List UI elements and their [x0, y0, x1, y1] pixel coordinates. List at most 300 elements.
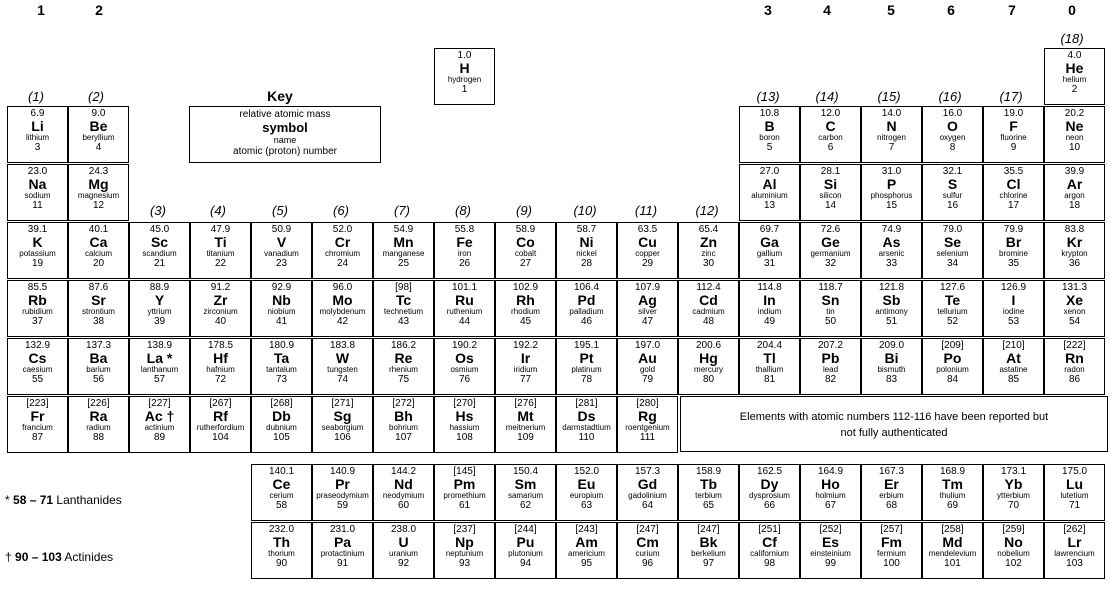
element-symbol: Np: [455, 534, 474, 550]
element-number: 56: [92, 374, 105, 385]
element-number: 106: [334, 432, 351, 443]
element-cell: [495, 464, 556, 521]
element-symbol: Na: [28, 176, 47, 192]
element-name: hydrogen: [447, 75, 482, 84]
element-symbol: Ca: [89, 234, 108, 250]
element-name: arsenic: [878, 249, 905, 258]
element-mass: 69.7: [759, 224, 780, 235]
element-cell: [68, 280, 129, 337]
element-number: 57: [153, 374, 166, 385]
element-cell: [495, 280, 556, 337]
element-mass: 47.9: [210, 224, 231, 235]
element-name: promethium: [443, 491, 486, 500]
element-name: americium: [568, 549, 605, 558]
element-number: 23: [275, 258, 288, 269]
element-mass: 131.3: [1061, 282, 1088, 293]
element-mass: 106.4: [573, 282, 600, 293]
element-mass: 58.9: [515, 224, 536, 235]
element-number: 88: [92, 432, 105, 443]
element-name: titanium: [206, 249, 235, 258]
element-mass: 180.9: [268, 340, 295, 351]
element-symbol: Hf: [213, 350, 228, 366]
element-cell: [251, 464, 312, 521]
element-symbol: Pr: [335, 476, 350, 492]
element-symbol: Be: [89, 118, 108, 134]
element-name: lawrencium: [1054, 549, 1095, 558]
element-symbol: Ag: [638, 292, 657, 308]
element-symbol: Sc: [150, 234, 169, 250]
element-symbol: Rh: [516, 292, 535, 308]
element-mass: [98]: [395, 282, 412, 293]
element-cell: [373, 522, 434, 579]
element-name: meitnerium: [505, 423, 546, 432]
element-symbol: Am: [575, 534, 598, 550]
element-name: technetium: [383, 307, 424, 316]
element-mass: 157.3: [634, 466, 661, 477]
element-symbol: Al: [762, 176, 777, 192]
element-cell: [434, 522, 495, 579]
element-cell: [800, 164, 861, 221]
element-mass: 14.0: [881, 108, 902, 119]
element-cell: [739, 164, 800, 221]
element-name: strontium: [82, 307, 115, 316]
element-number: 60: [397, 500, 410, 511]
element-number: 78: [580, 374, 593, 385]
element-cell: [739, 280, 800, 337]
element-mass: 54.9: [393, 224, 414, 235]
element-symbol: Sr: [91, 292, 106, 308]
element-name: neon: [1065, 133, 1084, 142]
element-mass: [209]: [941, 340, 964, 351]
element-mass: 132.9: [24, 340, 51, 351]
element-mass: 12.0: [820, 108, 841, 119]
element-cell: [68, 338, 129, 395]
element-symbol: Pb: [821, 350, 840, 366]
element-mass: 140.9: [329, 466, 356, 477]
iupac-group-label: (18): [1060, 31, 1084, 46]
element-mass: 162.5: [756, 466, 783, 477]
element-cell: [312, 338, 373, 395]
element-cell: [495, 222, 556, 279]
element-cell: [983, 164, 1044, 221]
element-cell: [129, 280, 190, 337]
element-cell: [617, 338, 678, 395]
element-number: 69: [946, 500, 959, 511]
element-symbol: Hs: [455, 408, 474, 424]
element-cell: [190, 222, 251, 279]
element-symbol: Md: [942, 534, 963, 550]
element-symbol: W: [335, 350, 350, 366]
element-number: 8: [949, 142, 956, 153]
iupac-group-label: (3): [150, 203, 166, 218]
element-number: 87: [31, 432, 44, 443]
element-mass: [145]: [453, 466, 476, 477]
element-cell: [922, 106, 983, 163]
element-number: 3: [34, 142, 41, 153]
element-number: 108: [456, 432, 473, 443]
key-title: Key: [267, 88, 293, 104]
element-number: 96: [641, 558, 654, 569]
element-mass: 1.0: [457, 50, 472, 61]
element-cell: [1044, 164, 1105, 221]
element-cell: [1044, 48, 1105, 105]
element-name: thallium: [755, 365, 784, 374]
element-cell: [861, 222, 922, 279]
element-number: 26: [458, 258, 471, 269]
iupac-group-label: (16): [938, 89, 962, 104]
element-mass: 63.5: [637, 224, 658, 235]
element-cell: [983, 338, 1044, 395]
element-number: 48: [702, 316, 715, 327]
element-cell: [861, 164, 922, 221]
element-mass: [272]: [392, 398, 415, 409]
element-number: 76: [458, 374, 471, 385]
legacy-group-label: 4: [823, 2, 831, 18]
element-cell: [556, 280, 617, 337]
element-mass: 144.2: [390, 466, 417, 477]
iupac-group-label: (2): [88, 89, 104, 104]
element-symbol: Sn: [821, 292, 840, 308]
element-name: francium: [22, 423, 53, 432]
element-symbol: Re: [394, 350, 413, 366]
element-symbol: La *: [146, 350, 173, 366]
element-mass: [252]: [819, 524, 842, 535]
key-box: [189, 106, 381, 163]
element-name: germanium: [810, 249, 851, 258]
element-name: magnesium: [77, 191, 120, 200]
element-symbol: F: [1009, 118, 1018, 134]
element-mass: 50.9: [271, 224, 292, 235]
element-symbol: Pd: [577, 292, 596, 308]
element-number: 30: [702, 258, 715, 269]
element-number: 37: [31, 316, 44, 327]
lanthanides-label: [5, 493, 122, 507]
element-symbol: Cu: [638, 234, 657, 250]
element-mass: 55.8: [454, 224, 475, 235]
note-text: Elements with atomic numbers 112-116 have been reported but not fully authenticated: [739, 411, 1049, 439]
element-cell: [617, 522, 678, 579]
element-cell: [1044, 338, 1105, 395]
element-cell: [800, 280, 861, 337]
element-number: 63: [580, 500, 593, 511]
element-symbol: Fe: [456, 234, 473, 250]
element-name: bismuth: [877, 365, 906, 374]
element-number: 107: [395, 432, 412, 443]
element-mass: 65.4: [698, 224, 719, 235]
element-cell: [129, 338, 190, 395]
element-cell: [68, 106, 129, 163]
element-symbol: H: [459, 60, 470, 76]
element-symbol: Ds: [577, 408, 596, 424]
element-name: cerium: [269, 491, 294, 500]
element-number: 75: [397, 374, 410, 385]
element-number: 15: [885, 200, 898, 211]
element-name: dysprosium: [749, 491, 790, 500]
element-mass: 101.1: [451, 282, 478, 293]
element-symbol: At: [1006, 350, 1021, 366]
element-mass: 167.3: [878, 466, 905, 477]
element-mass: [271]: [331, 398, 354, 409]
element-symbol: Au: [638, 350, 657, 366]
element-symbol: Ne: [1065, 118, 1084, 134]
element-name: gallium: [756, 249, 783, 258]
element-symbol: Bk: [699, 534, 718, 550]
actinides-label: [5, 550, 113, 564]
element-name: astatine: [999, 365, 1028, 374]
element-number: 92: [397, 558, 410, 569]
element-symbol: Ba: [89, 350, 108, 366]
element-mass: 27.0: [759, 166, 780, 177]
element-name: uranium: [389, 549, 418, 558]
element-number: 43: [397, 316, 410, 327]
element-number: 86: [1068, 374, 1081, 385]
element-symbol: P: [886, 176, 897, 192]
element-symbol: Ac †: [144, 408, 175, 424]
element-name: hassium: [449, 423, 480, 432]
unconfirmed-elements-note: [680, 396, 1108, 452]
element-mass: [267]: [209, 398, 232, 409]
element-cell: [1044, 522, 1105, 579]
element-mass: 138.9: [146, 340, 173, 351]
element-symbol: K: [32, 234, 43, 250]
element-name: lead: [822, 365, 839, 374]
element-number: 98: [763, 558, 776, 569]
element-name: chromium: [324, 249, 361, 258]
element-cell: [800, 464, 861, 521]
element-mass: [251]: [758, 524, 781, 535]
element-number: 61: [458, 500, 471, 511]
element-number: 85: [1007, 374, 1020, 385]
element-symbol: Dy: [760, 476, 779, 492]
element-number: 13: [763, 200, 776, 211]
element-name: nobelium: [997, 549, 1030, 558]
element-number: 62: [519, 500, 532, 511]
element-symbol: Os: [455, 350, 474, 366]
element-cell: [251, 280, 312, 337]
element-cell: [678, 280, 739, 337]
element-name: boron: [759, 133, 780, 142]
element-name: fluorine: [1000, 133, 1027, 142]
element-cell: [434, 48, 495, 105]
element-mass: 16.0: [942, 108, 963, 119]
element-name: phosphorus: [870, 191, 913, 200]
element-number: 54: [1068, 316, 1081, 327]
element-name: zinc: [701, 249, 716, 258]
element-symbol: Li: [31, 118, 44, 134]
element-cell: [678, 464, 739, 521]
element-cell: [68, 222, 129, 279]
element-mass: 152.0: [573, 466, 600, 477]
element-number: 83: [885, 374, 898, 385]
element-cell: [312, 222, 373, 279]
element-symbol: Mg: [88, 176, 109, 192]
element-name: thorium: [268, 549, 295, 558]
element-symbol: Es: [821, 534, 840, 550]
element-mass: [257]: [880, 524, 903, 535]
element-cell: [556, 396, 617, 453]
element-cell: [495, 522, 556, 579]
element-name: silver: [638, 307, 657, 316]
element-cell: [7, 338, 68, 395]
element-cell: [678, 222, 739, 279]
element-symbol: Rf: [213, 408, 228, 424]
element-name: rubidium: [22, 307, 53, 316]
element-number: 21: [153, 258, 166, 269]
element-number: 55: [31, 374, 44, 385]
element-number: 110: [578, 432, 595, 443]
element-symbol: Cf: [762, 534, 777, 550]
element-name: plutonium: [508, 549, 543, 558]
element-symbol: O: [947, 118, 958, 134]
element-cell: [678, 522, 739, 579]
element-cell: [556, 338, 617, 395]
iupac-group-label: (9): [516, 203, 532, 218]
element-name: terbium: [695, 491, 722, 500]
element-name: neodymium: [382, 491, 425, 500]
legacy-group-label: 0: [1068, 2, 1076, 18]
element-symbol: Pa: [333, 534, 352, 550]
element-mass: 186.2: [390, 340, 417, 351]
element-name: iron: [457, 249, 472, 258]
element-symbol: Zr: [213, 292, 228, 308]
element-symbol: N: [886, 118, 897, 134]
element-number: 79: [641, 374, 654, 385]
element-symbol: Sg: [333, 408, 352, 424]
element-mass: 126.9: [1000, 282, 1027, 293]
element-symbol: Co: [516, 234, 535, 250]
element-cell: [1044, 222, 1105, 279]
element-symbol: Ga: [760, 234, 779, 250]
lanthanides-name: Lanthanides: [56, 493, 122, 507]
element-mass: [226]: [87, 398, 110, 409]
element-number: 1: [461, 84, 468, 95]
element-name: darmstadtium: [562, 423, 611, 432]
element-mass: 164.9: [817, 466, 844, 477]
element-symbol: Mo: [332, 292, 353, 308]
element-number: 42: [336, 316, 349, 327]
element-symbol: Sb: [882, 292, 901, 308]
element-name: antimony: [875, 307, 908, 316]
element-cell: [922, 280, 983, 337]
element-name: lanthanum: [140, 365, 179, 374]
element-number: 27: [519, 258, 532, 269]
element-cell: [495, 396, 556, 453]
element-cell: [983, 280, 1044, 337]
element-cell: [1044, 106, 1105, 163]
element-name: californium: [750, 549, 789, 558]
element-name: krypton: [1061, 249, 1088, 258]
element-number: 50: [824, 316, 837, 327]
element-name: cobalt: [514, 249, 537, 258]
legacy-group-label: 3: [764, 2, 772, 18]
element-mass: 23.0: [27, 166, 48, 177]
key-number-label: atomic (proton) number: [233, 146, 337, 157]
element-cell: [1044, 464, 1105, 521]
element-mass: [258]: [941, 524, 964, 535]
element-mass: 74.9: [881, 224, 902, 235]
element-name: sodium: [24, 191, 51, 200]
element-symbol: Cm: [636, 534, 659, 550]
element-mass: 232.0: [268, 524, 295, 535]
element-mass: [243]: [575, 524, 598, 535]
element-number: 100: [883, 558, 900, 569]
element-number: 38: [92, 316, 105, 327]
element-number: 74: [336, 374, 349, 385]
element-mass: 200.6: [695, 340, 722, 351]
element-name: mendelevium: [928, 549, 977, 558]
element-symbol: Ar: [1066, 176, 1083, 192]
element-name: potassium: [19, 249, 56, 258]
element-number: 34: [946, 258, 959, 269]
element-cell: [7, 396, 68, 453]
element-name: rutherfordium: [196, 423, 245, 432]
element-name: chlorine: [999, 191, 1028, 200]
element-name: palladium: [569, 307, 604, 316]
element-name: argon: [1064, 191, 1085, 200]
element-cell: [373, 338, 434, 395]
element-symbol: Ge: [821, 234, 840, 250]
element-mass: 83.8: [1064, 224, 1085, 235]
element-number: 31: [763, 258, 776, 269]
element-number: 40: [214, 316, 227, 327]
element-cell: [373, 464, 434, 521]
element-number: 51: [885, 316, 898, 327]
iupac-group-label: (6): [333, 203, 349, 218]
element-symbol: Pm: [453, 476, 476, 492]
element-number: 101: [944, 558, 961, 569]
element-number: 19: [31, 258, 44, 269]
element-mass: [262]: [1063, 524, 1086, 535]
element-name: lutetium: [1060, 491, 1089, 500]
element-mass: 32.1: [942, 166, 963, 177]
element-symbol: Ho: [821, 476, 840, 492]
element-cell: [556, 464, 617, 521]
element-number: 52: [946, 316, 959, 327]
element-number: 53: [1007, 316, 1020, 327]
element-name: nitrogen: [877, 133, 906, 142]
element-number: 35: [1007, 258, 1020, 269]
element-name: tungsten: [327, 365, 358, 374]
element-cell: [983, 222, 1044, 279]
element-symbol: Cd: [699, 292, 718, 308]
element-number: 41: [275, 316, 288, 327]
element-mass: [222]: [1063, 340, 1086, 351]
element-cell: [556, 222, 617, 279]
legacy-group-label: 2: [95, 2, 103, 18]
element-cell: [7, 280, 68, 337]
element-name: nickel: [576, 249, 597, 258]
element-symbol: Ru: [455, 292, 474, 308]
element-name: niobium: [267, 307, 296, 316]
element-number: 39: [153, 316, 166, 327]
element-mass: [223]: [26, 398, 49, 409]
element-symbol: C: [825, 118, 836, 134]
element-cell: [434, 464, 495, 521]
element-number: 111: [639, 432, 656, 443]
lanthanides-range: 58 – 71: [13, 493, 54, 507]
element-mass: 192.2: [512, 340, 539, 351]
element-mass: [247]: [636, 524, 659, 535]
element-mass: 114.8: [757, 282, 782, 293]
element-name: radium: [86, 423, 111, 432]
element-mass: 209.0: [878, 340, 905, 351]
element-number: 64: [641, 500, 654, 511]
element-name: samarium: [507, 491, 544, 500]
element-symbol: Gd: [637, 476, 658, 492]
element-name: hafnium: [206, 365, 235, 374]
element-symbol: Nd: [394, 476, 413, 492]
element-cell: [434, 338, 495, 395]
